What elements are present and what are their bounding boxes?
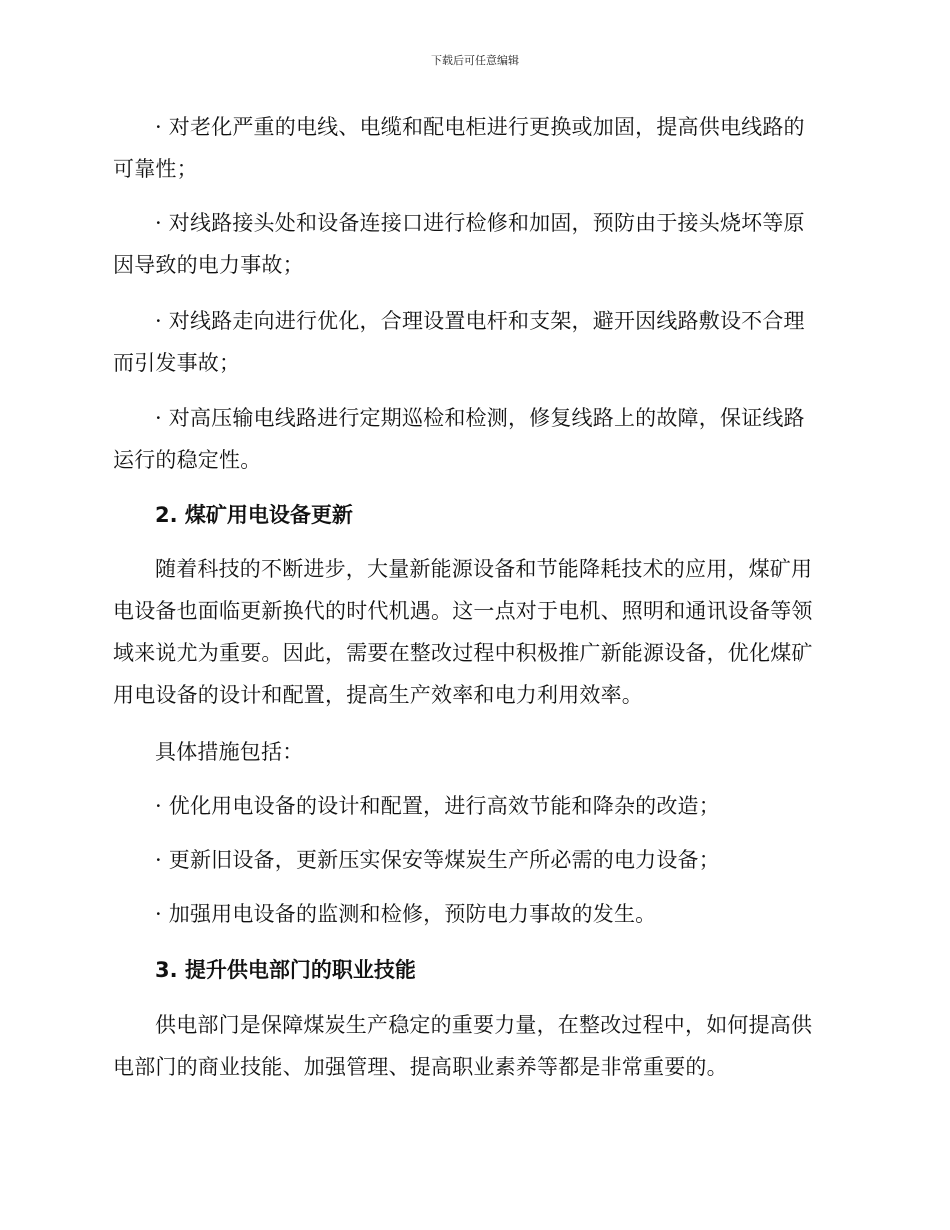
- paragraph-line: 电设备也面临更新换代的时代机遇。这一点对于电机、照明和通讯设备等领: [113, 599, 813, 623]
- paragraph-line: 电部门的商业技能、加强管理、提高职业素养等都是非常重要的。: [113, 1055, 728, 1079]
- bullet-item: [113, 202, 828, 286]
- measure-item: [113, 893, 828, 935]
- section-heading: 2. 煤矿用电设备更新: [155, 503, 353, 527]
- paragraph-line: 用电设备的设计和配置，提高生产效率和电力利用效率。: [113, 683, 643, 707]
- measure-item: [113, 839, 828, 881]
- section-paragraph: [113, 548, 828, 716]
- page-header: 下载后可任意编辑: [431, 54, 519, 67]
- bullet-line: · 更新旧设备，更新压实保安等煤炭生产所必需的电力设备；: [155, 848, 720, 872]
- bullet-line: 可靠性；: [113, 157, 198, 181]
- bullet-line: · 对老化严重的电线、电缆和配电柜进行更换或加固，提高供电线路的: [155, 115, 805, 139]
- bullet-item: [113, 106, 828, 190]
- paragraph-line: 域来说尤为重要。因此，需要在整改过程中积极推广新能源设备，优化煤矿: [113, 641, 813, 665]
- section-heading: 3. 提升供电部门的职业技能: [155, 958, 416, 982]
- measures-intro: [113, 731, 828, 773]
- measure-item: [113, 785, 828, 827]
- paragraph-line: 供电部门是保障煤炭生产稳定的重要力量，在整改过程中，如何提高供: [155, 1013, 813, 1037]
- bullet-item: [113, 300, 828, 384]
- bullet-line: · 对高压输电线路进行定期巡检和检测，修复线路上的故障，保证线路: [155, 406, 805, 430]
- bullet-line: · 对线路走向进行优化，合理设置电杆和支架，避开因线路敷设不合理: [155, 309, 805, 333]
- bullet-line: 运行的稳定性。: [113, 448, 262, 472]
- bullet-line: 因导致的电力事故；: [113, 253, 304, 277]
- bullet-line: · 对线路接头处和设备连接口进行检修和加固，预防由于接头烧坏等原: [155, 211, 805, 235]
- bullet-line: · 优化用电设备的设计和配置，进行高效节能和降杂的改造；: [155, 794, 720, 818]
- bullet-line: 而引发事故；: [113, 351, 241, 375]
- section-paragraph: [113, 1004, 828, 1088]
- bullet-item: [113, 397, 828, 481]
- bullet-line: · 加强用电设备的监测和检修，预防电力事故的发生。: [155, 902, 657, 926]
- paragraph-line: 随着科技的不断进步，大量新能源设备和节能降耗技术的应用，煤矿用: [155, 557, 813, 581]
- paragraph-line: 具体措施包括：: [155, 740, 304, 764]
